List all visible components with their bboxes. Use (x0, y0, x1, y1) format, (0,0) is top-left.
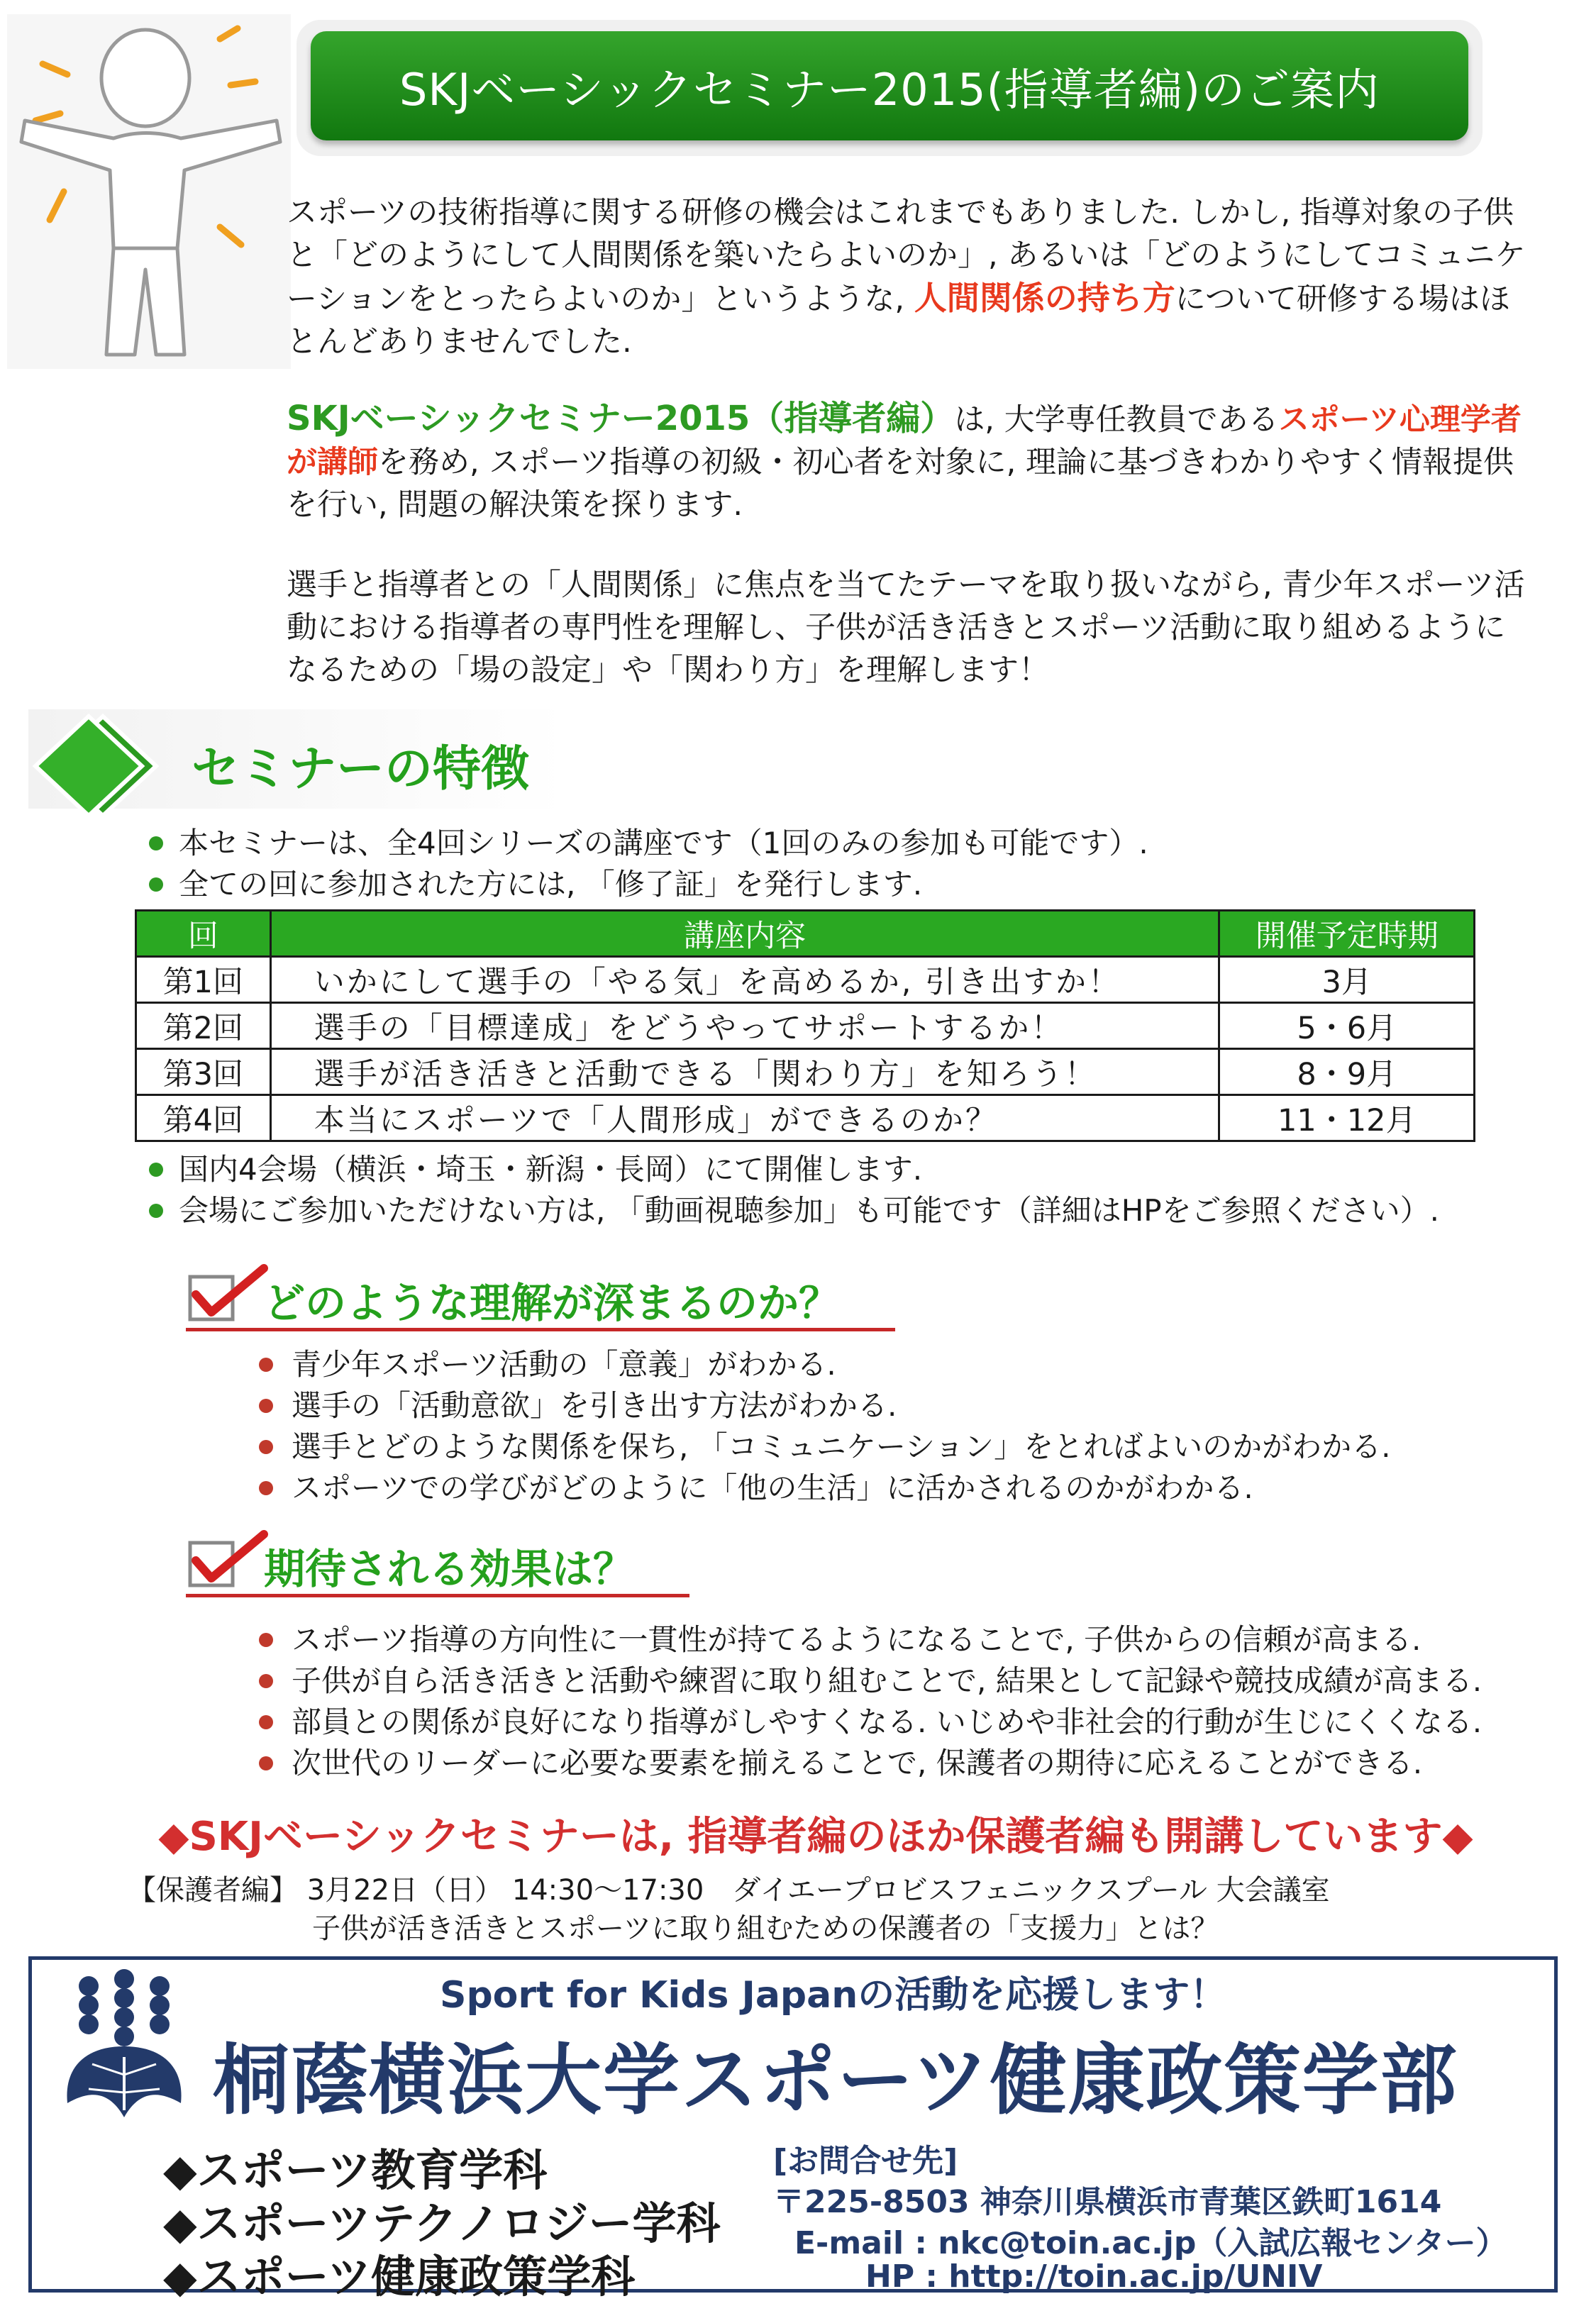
bullet-dot (259, 1633, 273, 1647)
bullet-dot (259, 1481, 273, 1495)
section-underline (186, 1328, 895, 1331)
item-text: スポーツ指導の方向性に一貫性が持てるようになることで, 子供からの信頼が高まる. (292, 1622, 1422, 1657)
session-period: 11・12月 (1219, 1095, 1475, 1141)
session-period: 5・6月 (1219, 1003, 1475, 1049)
parent-edition-theme: 子供が活き活きとスポーツに取り組むための保護者の「支援力」とは？ (312, 1912, 1219, 1945)
section-underline (186, 1594, 689, 1597)
support-slogan: Sport for Kids Japanの活動を応援します！ (440, 1974, 1227, 2017)
feature-bullet (149, 1149, 922, 1190)
department-item: ◆スポーツテクノロジー学科 (163, 2197, 721, 2249)
item-text: 次世代のリーダーに必要な要素を揃えることで, 保護者の期待に応えることができる. (292, 1746, 1423, 1780)
bullet-text: 本セミナーは、全4回シリーズの講座です（1回のみの参加も可能です）. (179, 826, 1148, 860)
parent-edition-announcement: ◆SKJベーシックセミナーは, 指導者編のほか保護者編も開講しています◆ (158, 1814, 1473, 1860)
diamond-icon (28, 709, 170, 823)
session-period: 3月 (1219, 957, 1475, 1003)
feature-bullet (149, 1190, 1439, 1231)
header-cell: 回 (136, 911, 271, 957)
contact-address: 〒225-8503 神奈川県横浜市青葉区鉄町1614 (773, 2184, 1442, 2220)
contact-label: [お問合せ先] (773, 2143, 958, 2179)
bullet-dot (259, 1399, 273, 1413)
intro-text: を務め, スポーツ指導の初級・初心者を対象に, 理論に基づきわかりやすく情報提供を行い, 問題の解決策を探ります. (287, 445, 1514, 523)
bullet-dot (149, 1204, 163, 1218)
table-header-row (136, 911, 1475, 957)
table-row (136, 1049, 1475, 1095)
table-row (136, 1095, 1475, 1141)
bullet-dot (259, 1358, 273, 1372)
item-text: 青少年スポーツ活動の「意義」がわかる. (292, 1347, 836, 1382)
understanding-item (259, 1385, 897, 1426)
item-text: 選手の「活動意欲」を引き出す方法がわかる. (292, 1388, 897, 1423)
bullet-text: 国内4会場（横浜・埼玉・新潟・長岡）にて開催します. (179, 1152, 923, 1187)
intro-text: は, 大学専任教員である (954, 402, 1279, 438)
paulownia-crest-icon (57, 1968, 192, 2124)
understanding-item (259, 1426, 1391, 1468)
seminar-name: SKJベーシックセミナー2015（指導者編） (287, 399, 955, 438)
session-number: 第3回 (136, 1049, 271, 1095)
item-text: 子供が自ら活き活きと活動や練習に取り組むことで, 結果として記録や競技成績が高まる. (292, 1663, 1483, 1698)
header-cell: 開催予定時期 (1219, 911, 1475, 957)
understanding-item (259, 1344, 836, 1385)
contact-homepage-link[interactable]: HP : http://toin.ac.jp/UNIV (865, 2258, 1323, 2295)
session-period: 8・9月 (1219, 1049, 1475, 1095)
header-cell: 講座内容 (270, 911, 1219, 957)
item-text: 選手とどのような関係を保ち, 「コミュニケーション」をとればよいのかがわかる. (292, 1429, 1391, 1464)
bullet-dot (149, 1163, 163, 1177)
session-content: 選手が活き活きと活動できる「関わり方」を知ろう！ (270, 1049, 1219, 1095)
highlight-text: スポーツ心理学者が講師 (287, 402, 1522, 480)
highlight-text: 人間関係の持ち方 (914, 279, 1175, 317)
effects-title: 期待される効果は？ (264, 1545, 635, 1593)
bullet-dot (149, 836, 163, 850)
schedule-table (135, 909, 1475, 1142)
intro-paragraph-1 (287, 192, 1535, 363)
bullet-dot (149, 877, 163, 892)
intro-paragraph-3: 選手と指導者との「人間関係」に焦点を当てたテーマを取り扱いながら, 青少年スポーツ活動における指導者の専門性を理解し、子供が活き活きとスポーツ活動に取り組めるようになるための「場の設定」や「関わり方」を理解します！ (287, 567, 1525, 688)
page-title: SKJベーシックセミナー2015(指導者編)のご案内 (311, 31, 1468, 140)
understanding-item (259, 1468, 1253, 1509)
intro-text: について研修する場はほとんどありませんでした. (287, 282, 1510, 360)
table-row (136, 957, 1475, 1003)
session-content: 本当にスポーツで「人間形成」ができるのか？ (270, 1095, 1219, 1141)
intro-paragraph-2 (287, 397, 1535, 526)
bullet-dot (259, 1715, 273, 1729)
table-row (136, 1003, 1475, 1049)
checkbox-check-icon (186, 1263, 271, 1326)
understanding-title: どのような理解が深まるのか？ (264, 1279, 841, 1327)
checkbox-check-icon (186, 1529, 271, 1592)
feature-bullet (149, 823, 1148, 864)
stretching-figure-illustration (7, 14, 291, 369)
bullet-text: 全ての回に参加された方には, 「修了証」を発行します. (179, 867, 923, 902)
feature-bullet (149, 864, 922, 905)
session-number: 第4回 (136, 1095, 271, 1141)
effect-item (259, 1619, 1421, 1661)
department-item: ◆スポーツ健康政策学科 (163, 2251, 636, 2302)
item-text: 部員との関係が良好になり指導がしやすくなる. いじめや非社会的行動が生じにくくなる. (292, 1704, 1483, 1739)
effect-item (259, 1743, 1422, 1784)
university-name: 桐蔭横浜大学スポーツ健康政策学部 (213, 2036, 1458, 2125)
effect-item (259, 1661, 1482, 1702)
bullet-dot (259, 1674, 273, 1688)
intro-text: スポーツの技術指導に関する研修の機会はこれまでもありました. しかし, 指導対象の子供と「どのようにして人間関係を築いたらよいのか」, あるいは「どのようにしてコミュニケーションをとったらよいのか」というような, (287, 195, 1526, 317)
session-number: 第1回 (136, 957, 271, 1003)
title-banner (297, 20, 1483, 156)
session-content: 選手の「目標達成」をどうやってサポートするか！ (270, 1003, 1219, 1049)
contact-email[interactable]: E-mail : nkc@toin.ac.jp（入試広報センター） (794, 2225, 1507, 2261)
bullet-dot (259, 1756, 273, 1770)
parent-edition-schedule: 【保護者編】 3月22日（日） 14:30〜17:30 ダイエープロビスフェニックスプール 大会議室 (128, 1874, 1330, 1907)
bullet-text: 会場にご参加いただけない方は, 「動画視聴参加」も可能です（詳細はHPをご参照ください）. (179, 1193, 1439, 1228)
session-content: いかにして選手の「やる気」を高めるか, 引き出すか！ (270, 957, 1219, 1003)
bullet-dot (259, 1440, 273, 1454)
item-text: スポーツでの学びがどのように「他の生活」に活かされるのかがわかる. (292, 1470, 1253, 1505)
department-item: ◆スポーツ教育学科 (163, 2144, 548, 2196)
features-title: セミナーの特徴 (192, 741, 530, 797)
session-number: 第2回 (136, 1003, 271, 1049)
effect-item (259, 1702, 1482, 1743)
